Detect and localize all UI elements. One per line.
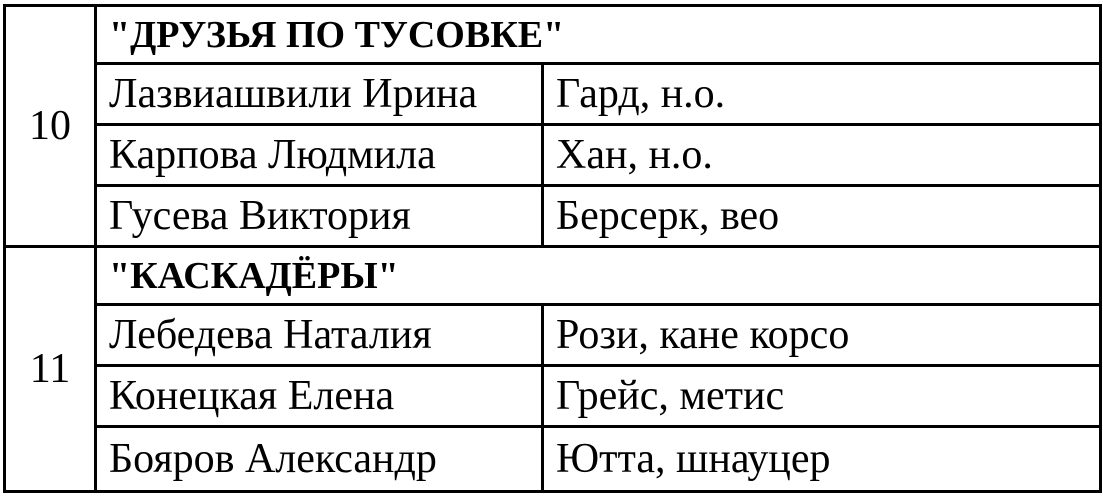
member-row — [5, 366, 1101, 427]
member-row — [5, 305, 1101, 366]
member-person: Лазвиашвили Ирина — [96, 64, 543, 125]
member-dog: Грейс, метис — [543, 366, 1101, 427]
member-person: Бояров Александр — [96, 427, 543, 492]
member-dog: Берсерк, вео — [543, 186, 1101, 247]
team-name: "ДРУЗЬЯ ПО ТУСОВКЕ" — [96, 6, 1101, 64]
member-dog: Хан, н.о. — [543, 125, 1101, 186]
member-dog: Гард, н.о. — [543, 64, 1101, 125]
teams-table — [3, 4, 1102, 493]
team-number: 10 — [5, 6, 96, 247]
member-row — [5, 427, 1101, 492]
member-row — [5, 125, 1101, 186]
team-title-row — [5, 247, 1101, 305]
member-person: Карпова Людмила — [96, 125, 543, 186]
member-row — [5, 64, 1101, 125]
member-person: Гусева Виктория — [96, 186, 543, 247]
member-row — [5, 186, 1101, 247]
member-dog: Ютта, шнауцер — [543, 427, 1101, 492]
member-dog: Рози, кане корсо — [543, 305, 1101, 366]
team-number: 11 — [5, 247, 96, 492]
team-name: "КАСКАДЁРЫ" — [96, 247, 1101, 305]
team-title-row — [5, 6, 1101, 64]
member-person: Лебедева Наталия — [96, 305, 543, 366]
member-person: Конецкая Елена — [96, 366, 543, 427]
